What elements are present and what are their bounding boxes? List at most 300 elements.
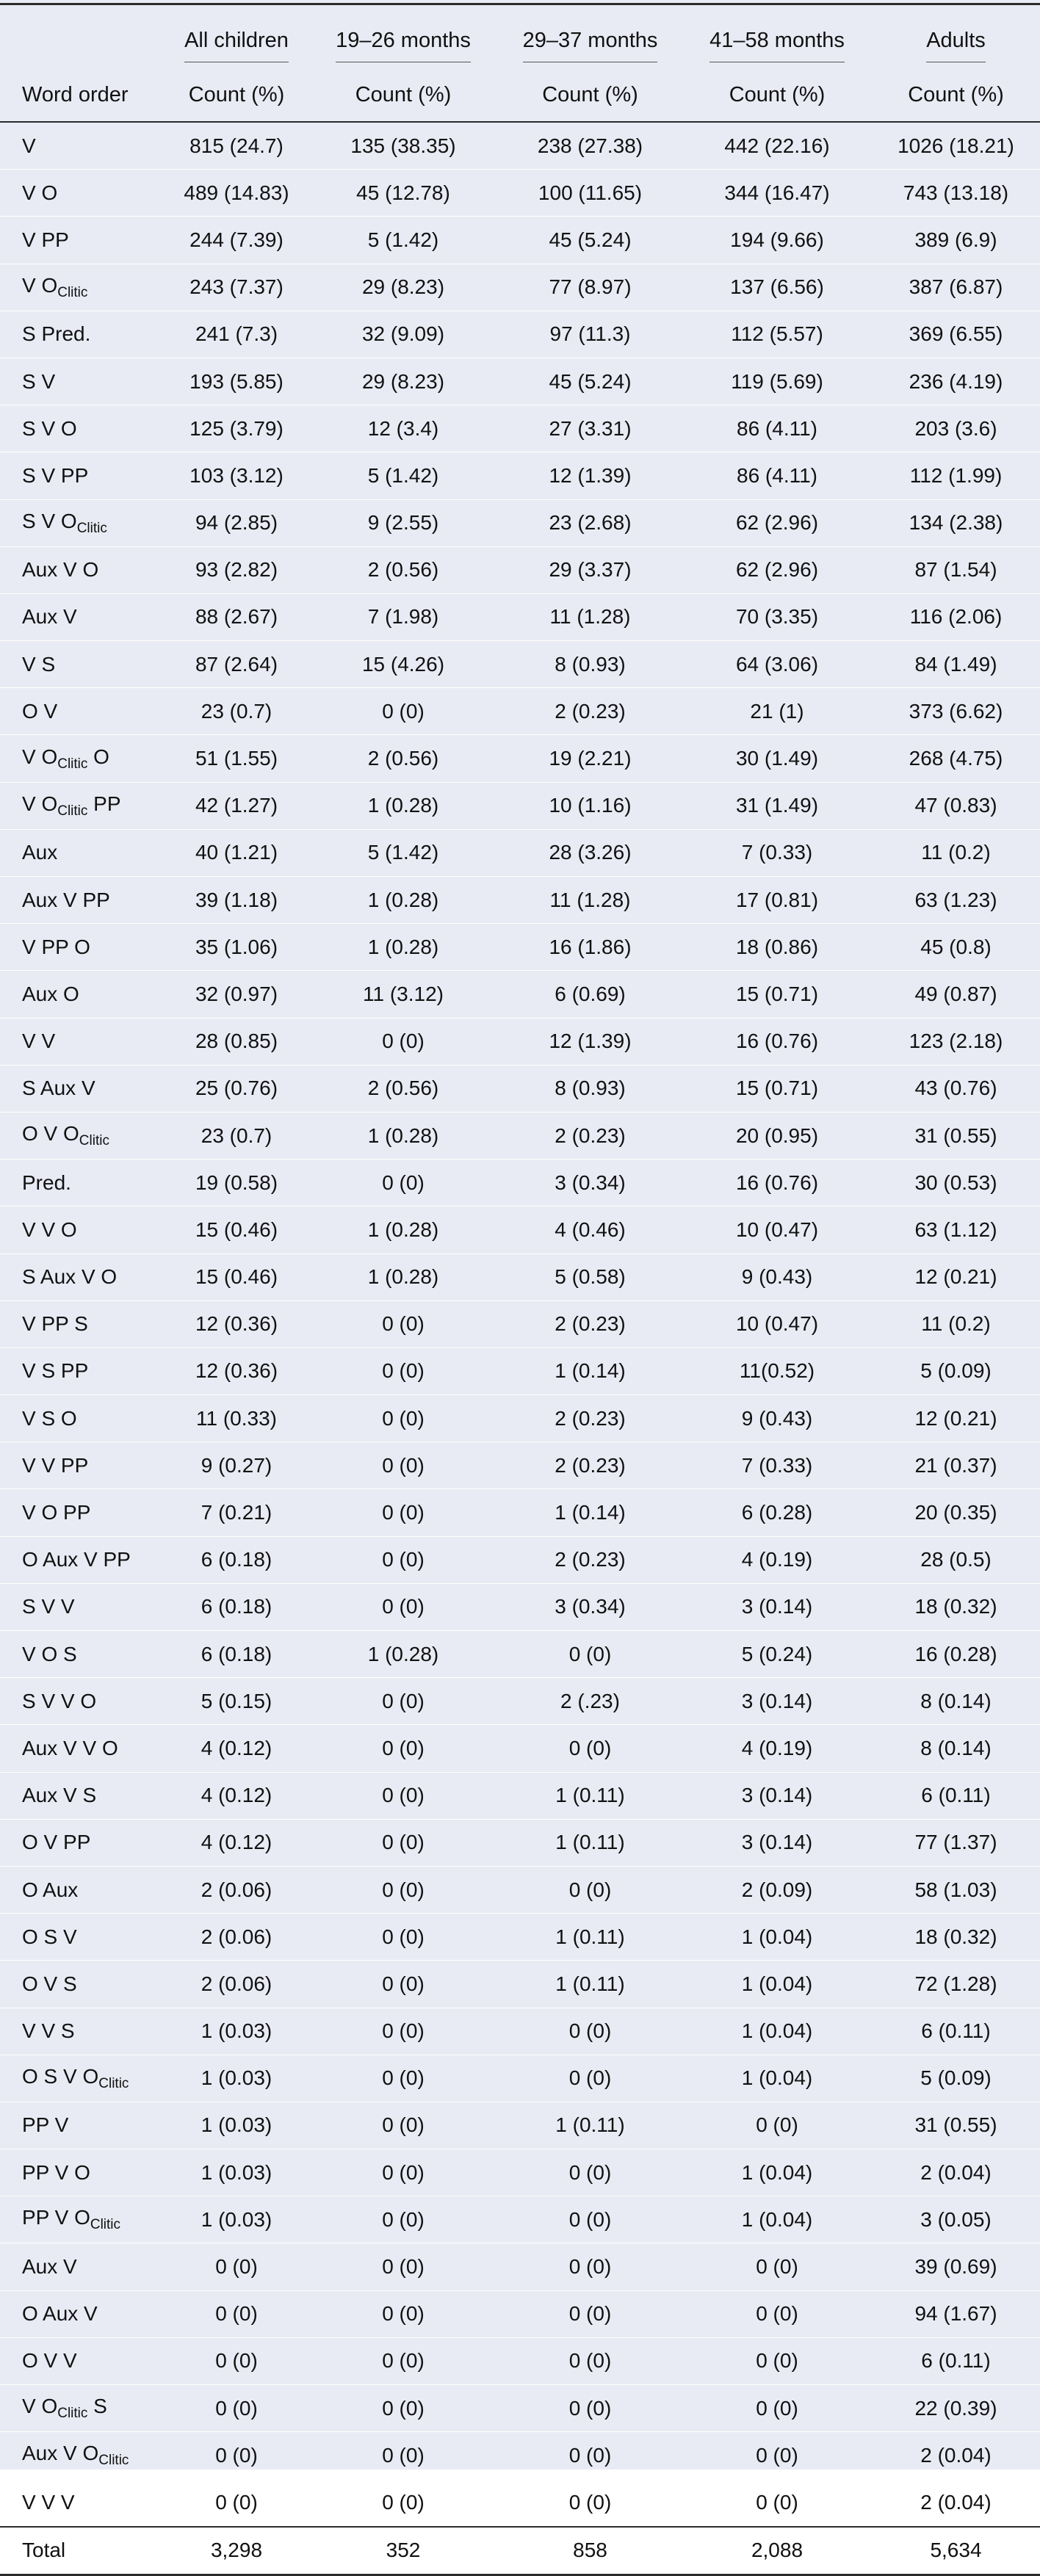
table-header: [0, 4, 1040, 123]
table-row: [0, 2102, 1040, 2149]
count-cell: 7 (0.21): [165, 1489, 308, 1536]
count-cell: 42 (1.27): [165, 782, 308, 829]
total-cell: 5,634: [872, 2527, 1040, 2575]
word-order-text: Aux: [22, 841, 58, 864]
count-cell: 11(0.52): [682, 1347, 872, 1394]
word-order-cell: [0, 2385, 165, 2432]
count-cell: 0 (0): [498, 2290, 682, 2337]
count-cell: 1 (0.04): [682, 2196, 872, 2243]
count-cell: 28 (0.5): [872, 1536, 1040, 1583]
count-cell: 1 (0.28): [308, 1112, 498, 1159]
count-cell: 1 (0.28): [308, 877, 498, 924]
count-cell: 12 (1.39): [498, 452, 682, 499]
count-cell: 0 (0): [165, 2243, 308, 2290]
count-cell: 2 (0.23): [498, 688, 682, 735]
count-cell: 2 (0.23): [498, 1300, 682, 1347]
count-cell: 6 (0.69): [498, 971, 682, 1018]
word-order-text: Aux V S: [22, 1784, 97, 1807]
count-cell: 1 (0.03): [165, 2196, 308, 2243]
table-row: [0, 1018, 1040, 1065]
count-cell: 1 (0.11): [498, 1914, 682, 1961]
word-order-cell: [0, 1583, 165, 1630]
count-cell: 0 (0): [165, 2432, 308, 2479]
count-cell: 15 (0.46): [165, 1253, 308, 1300]
count-cell: 7 (1.98): [308, 593, 498, 640]
count-cell: 30 (1.49): [682, 735, 872, 782]
word-order-text: O V PP: [22, 1831, 91, 1854]
count-cell: 18 (0.32): [872, 1583, 1040, 1630]
count-cell: 6 (0.18): [165, 1583, 308, 1630]
count-cell: 0 (0): [165, 2385, 308, 2432]
count-cell: 10 (0.47): [682, 1300, 872, 1347]
word-order-cell: [0, 1489, 165, 1536]
count-cell: 0 (0): [308, 1961, 498, 2008]
word-order-text: S V PP: [22, 463, 89, 487]
count-cell: 0 (0): [308, 1678, 498, 1725]
word-order-text: V O: [22, 273, 58, 297]
word-order-cell: [0, 1961, 165, 2008]
word-order-text: O V: [22, 699, 58, 723]
clitic-subscript: Clitic: [98, 2075, 129, 2091]
word-order-table: [0, 3, 1040, 2576]
count-cell: 1 (0.14): [498, 1489, 682, 1536]
word-order-cell: [0, 1112, 165, 1159]
word-order-cell: [0, 1631, 165, 1678]
word-order-text: V V S: [22, 2019, 75, 2043]
count-cell: 39 (1.18): [165, 877, 308, 924]
table-row: [0, 688, 1040, 735]
table-row: [0, 1678, 1040, 1725]
clitic-subscript: Clitic: [79, 1133, 109, 1149]
word-order-cell: [0, 924, 165, 971]
count-cell: 369 (6.55): [872, 311, 1040, 358]
word-order-cell: [0, 1725, 165, 1772]
count-cell: 9 (2.55): [308, 499, 498, 546]
word-order-text: S Aux V: [22, 1077, 95, 1100]
word-order-cell: [0, 170, 165, 217]
count-cell: 1 (0.28): [308, 924, 498, 971]
word-order-text: V S O: [22, 1406, 77, 1430]
count-cell: 0 (0): [498, 2479, 682, 2527]
table-row: [0, 2243, 1040, 2290]
count-cell: 21 (1): [682, 688, 872, 735]
word-order-cell: [0, 641, 165, 688]
table-row: [0, 2149, 1040, 2196]
count-cell: 8 (0.14): [872, 1678, 1040, 1725]
count-cell: 1 (0.04): [682, 1914, 872, 1961]
count-cell: 9 (0.43): [682, 1395, 872, 1442]
count-cell: 0 (0): [165, 2290, 308, 2337]
count-cell: 1 (0.11): [498, 2102, 682, 2149]
word-order-text: O Aux V PP: [22, 1548, 131, 1571]
count-cell: 2 (0.23): [498, 1536, 682, 1583]
table-row: [0, 1065, 1040, 1112]
count-cell: 389 (6.9): [872, 217, 1040, 264]
word-order-text: V V O: [22, 1218, 77, 1241]
table-row: [0, 2385, 1040, 2432]
count-cell: 19 (2.21): [498, 735, 682, 782]
table-row: [0, 2008, 1040, 2055]
total-cell: 352: [308, 2527, 498, 2575]
count-cell: 0 (0): [308, 1347, 498, 1394]
group-header-29-37: 29–37 months: [498, 4, 682, 69]
count-cell: 268 (4.75): [872, 735, 1040, 782]
word-order-cell: [0, 1866, 165, 1913]
word-order-text: O Aux: [22, 1878, 79, 1901]
word-order-text: V O: [22, 745, 58, 768]
word-order-cell: [0, 1914, 165, 1961]
table-row: [0, 2055, 1040, 2102]
count-cell: 0 (0): [308, 2290, 498, 2337]
table-row: [0, 1819, 1040, 1866]
total-label: Total: [0, 2527, 165, 2575]
table-row: [0, 2196, 1040, 2243]
count-cell: 0 (0): [308, 2102, 498, 2149]
count-cell: 5 (0.09): [872, 2055, 1040, 2102]
count-cell: 2 (0.06): [165, 1961, 308, 2008]
word-order-text: Aux V V O: [22, 1736, 118, 1759]
count-cell: 2 (0.06): [165, 1914, 308, 1961]
count-cell: 3 (0.14): [682, 1819, 872, 1866]
count-cell: 2 (0.09): [682, 1866, 872, 1913]
count-cell: 8 (0.14): [872, 1725, 1040, 1772]
count-cell: 3 (0.14): [682, 1583, 872, 1630]
word-order-text: Aux V: [22, 2255, 77, 2279]
total-cell: 3,298: [165, 2527, 308, 2575]
count-cell: 18 (0.32): [872, 1914, 1040, 1961]
count-cell: 1 (0.03): [165, 2149, 308, 2196]
table-row: [0, 1536, 1040, 1583]
count-cell: 28 (0.85): [165, 1018, 308, 1065]
count-cell: 489 (14.83): [165, 170, 308, 217]
count-cell: 1 (0.04): [682, 1961, 872, 2008]
count-cell: 1026 (18.21): [872, 122, 1040, 170]
table-row: [0, 170, 1040, 217]
count-cell: 51 (1.55): [165, 735, 308, 782]
word-order-cell: [0, 2055, 165, 2102]
word-order-cell: [0, 782, 165, 829]
count-cell: 20 (0.95): [682, 1112, 872, 1159]
count-cell: 6 (0.18): [165, 1631, 308, 1678]
count-cell: 84 (1.49): [872, 641, 1040, 688]
table-row: [0, 2290, 1040, 2337]
word-order-text: V S PP: [22, 1359, 89, 1383]
word-order-cell: [0, 829, 165, 876]
count-cell: 86 (4.11): [682, 405, 872, 452]
count-cell: 194 (9.66): [682, 217, 872, 264]
table-row: [0, 1442, 1040, 1489]
table-row: [0, 1772, 1040, 1819]
count-cell: 77 (1.37): [872, 1819, 1040, 1866]
group-header-19-26: 19–26 months: [308, 4, 498, 69]
count-cell: 4 (0.19): [682, 1725, 872, 1772]
count-cell: 6 (0.11): [872, 2008, 1040, 2055]
count-cell: 27 (3.31): [498, 405, 682, 452]
count-cell: 0 (0): [498, 1631, 682, 1678]
clitic-subscript: Clitic: [57, 2406, 88, 2422]
word-order-cell: [0, 735, 165, 782]
count-cell: 5 (1.42): [308, 217, 498, 264]
count-cell: 4 (0.46): [498, 1206, 682, 1253]
word-order-cell: [0, 688, 165, 735]
word-order-cell: [0, 1018, 165, 1065]
count-cell: 112 (5.57): [682, 311, 872, 358]
count-cell: 32 (0.97): [165, 971, 308, 1018]
count-cell: 0 (0): [308, 1018, 498, 1065]
column-header-row: [0, 68, 1040, 122]
count-cell: 47 (0.83): [872, 782, 1040, 829]
table-row: [0, 452, 1040, 499]
count-cell: 1 (0.04): [682, 2055, 872, 2102]
count-cell: 135 (38.35): [308, 122, 498, 170]
count-cell: 63 (1.23): [872, 877, 1040, 924]
clitic-subscript: Clitic: [57, 284, 88, 300]
count-cell: 5 (0.24): [682, 1631, 872, 1678]
count-cell: 123 (2.18): [872, 1018, 1040, 1065]
count-cell: 0 (0): [498, 2337, 682, 2384]
word-order-text: V V: [22, 1030, 56, 1053]
count-cell: 3 (0.14): [682, 1772, 872, 1819]
count-cell: 0 (0): [308, 1914, 498, 1961]
count-cell: 244 (7.39): [165, 217, 308, 264]
count-cell: 11 (1.28): [498, 877, 682, 924]
count-cell: 2 (0.23): [498, 1395, 682, 1442]
count-cell: 1 (0.28): [308, 1631, 498, 1678]
count-cell: 238 (27.38): [498, 122, 682, 170]
word-order-cell: [0, 1536, 165, 1583]
count-cell: 87 (1.54): [872, 546, 1040, 593]
count-cell: 134 (2.38): [872, 499, 1040, 546]
word-order-text: O V V: [22, 2349, 77, 2373]
word-order-cell: [0, 2008, 165, 2055]
table-row: [0, 217, 1040, 264]
count-cell: 8 (0.93): [498, 641, 682, 688]
word-order-text: S Pred.: [22, 322, 91, 346]
table-row: [0, 1206, 1040, 1253]
count-cell: 12 (0.21): [872, 1395, 1040, 1442]
count-cell: 45 (12.78): [308, 170, 498, 217]
word-order-cell: [0, 2479, 165, 2527]
count-cell: 11 (3.12): [308, 971, 498, 1018]
count-cell: 743 (13.18): [872, 170, 1040, 217]
count-cell: 12 (0.36): [165, 1300, 308, 1347]
table-row: [0, 1725, 1040, 1772]
word-order-cell: [0, 264, 165, 311]
word-order-cell: [0, 452, 165, 499]
count-cell: 0 (0): [682, 2102, 872, 2149]
table-row: [0, 593, 1040, 640]
word-order-cell: [0, 2432, 165, 2479]
count-cell: 0 (0): [308, 2008, 498, 2055]
word-order-cell: [0, 1772, 165, 1819]
count-cell: 0 (0): [498, 2008, 682, 2055]
count-cell: 49 (0.87): [872, 971, 1040, 1018]
word-order-text: V O: [22, 792, 58, 815]
group-header-41-58: 41–58 months: [682, 4, 872, 69]
table-row: [0, 1583, 1040, 1630]
count-cell: 112 (1.99): [872, 452, 1040, 499]
word-order-cell: [0, 1300, 165, 1347]
word-order-text: Aux O: [22, 982, 79, 1005]
count-cell: 15 (0.46): [165, 1206, 308, 1253]
count-cell: 1 (0.04): [682, 2149, 872, 2196]
count-cell: 2 (0.04): [872, 2432, 1040, 2479]
table-row: [0, 405, 1040, 452]
count-cell: 23 (0.7): [165, 1112, 308, 1159]
count-cell: 30 (0.53): [872, 1159, 1040, 1206]
word-order-text: V S: [22, 652, 56, 676]
count-cell: 15 (0.71): [682, 971, 872, 1018]
count-cell: 0 (0): [498, 2385, 682, 2432]
count-cell: 103 (3.12): [165, 452, 308, 499]
count-cell: 77 (8.97): [498, 264, 682, 311]
count-cell: 87 (2.64): [165, 641, 308, 688]
count-cell: 62 (2.96): [682, 546, 872, 593]
count-cell: 137 (6.56): [682, 264, 872, 311]
table-row: [0, 499, 1040, 546]
word-order-tail: S: [87, 2395, 107, 2418]
table-row: [0, 829, 1040, 876]
count-cell: 0 (0): [308, 1300, 498, 1347]
count-cell: 3 (0.14): [682, 1678, 872, 1725]
group-header-row: [0, 4, 1040, 69]
count-cell: 5 (0.15): [165, 1678, 308, 1725]
count-cell: 5 (0.58): [498, 1253, 682, 1300]
word-order-text: Aux V PP: [22, 888, 110, 911]
word-order-text: Aux V O: [22, 558, 99, 582]
count-cell: 35 (1.06): [165, 924, 308, 971]
count-cell: 0 (0): [308, 1866, 498, 1913]
word-order-cell: [0, 593, 165, 640]
total-cell: 858: [498, 2527, 682, 2575]
count-cell: 10 (1.16): [498, 782, 682, 829]
count-cell: 100 (11.65): [498, 170, 682, 217]
count-cell: 31 (0.55): [872, 1112, 1040, 1159]
count-cell: 45 (5.24): [498, 358, 682, 405]
count-cell: 0 (0): [308, 1819, 498, 1866]
word-order-text: V O PP: [22, 1501, 91, 1524]
count-cell: 236 (4.19): [872, 358, 1040, 405]
count-cell: 442 (22.16): [682, 122, 872, 170]
count-cell: 15 (4.26): [308, 641, 498, 688]
count-cell: 1 (0.28): [308, 1253, 498, 1300]
count-cell: 2 (.23): [498, 1678, 682, 1725]
count-cell: 0 (0): [308, 2432, 498, 2479]
count-cell: 6 (0.11): [872, 1772, 1040, 1819]
count-cell: 88 (2.67): [165, 593, 308, 640]
word-order-header: Word order: [22, 82, 129, 106]
count-cell: 11 (0.2): [872, 829, 1040, 876]
count-cell: 62 (2.96): [682, 499, 872, 546]
count-cell: 0 (0): [308, 1159, 498, 1206]
word-order-cell: [0, 2337, 165, 2384]
count-cell: 125 (3.79): [165, 405, 308, 452]
word-order-cell: [0, 1347, 165, 1394]
count-cell: 0 (0): [308, 1536, 498, 1583]
word-order-text: O S V: [22, 1925, 77, 1948]
table-row: [0, 546, 1040, 593]
count-cell: 1 (0.04): [682, 2008, 872, 2055]
count-cell: 23 (2.68): [498, 499, 682, 546]
count-cell: 119 (5.69): [682, 358, 872, 405]
count-cell: 0 (0): [682, 2385, 872, 2432]
word-order-cell: [0, 499, 165, 546]
word-order-text: O Aux V: [22, 2302, 98, 2326]
count-cell: 40 (1.21): [165, 829, 308, 876]
word-order-cell: [0, 971, 165, 1018]
count-cell: 0 (0): [308, 1489, 498, 1536]
count-cell: 23 (0.7): [165, 688, 308, 735]
count-cell: 344 (16.47): [682, 170, 872, 217]
count-cell: 193 (5.85): [165, 358, 308, 405]
count-cell: 0 (0): [498, 1866, 682, 1913]
table-row: [0, 358, 1040, 405]
count-cell: 29 (3.37): [498, 546, 682, 593]
count-cell: 0 (0): [308, 1725, 498, 1772]
table-row: [0, 1253, 1040, 1300]
total-cell: 2,088: [682, 2527, 872, 2575]
word-order-cell: [0, 546, 165, 593]
count-cell: 16 (0.28): [872, 1631, 1040, 1678]
clitic-subscript: Clitic: [90, 2217, 121, 2233]
count-cell: 58 (1.03): [872, 1866, 1040, 1913]
table-row: [0, 1159, 1040, 1206]
count-cell: 0 (0): [165, 2337, 308, 2384]
count-cell: 64 (3.06): [682, 641, 872, 688]
count-header: Count (%): [729, 82, 826, 106]
count-cell: 11 (0.33): [165, 1395, 308, 1442]
word-order-text: V O: [22, 181, 58, 204]
count-cell: 9 (0.43): [682, 1253, 872, 1300]
word-order-cell: [0, 311, 165, 358]
count-cell: 241 (7.3): [165, 311, 308, 358]
count-cell: 1 (0.28): [308, 782, 498, 829]
word-order-text: PP V O: [22, 2206, 90, 2229]
count-cell: 2 (0.23): [498, 1112, 682, 1159]
count-cell: 0 (0): [308, 2385, 498, 2432]
word-order-text: S V V O: [22, 1689, 97, 1712]
word-order-cell: [0, 2290, 165, 2337]
count-cell: 43 (0.76): [872, 1065, 1040, 1112]
word-order-cell: [0, 1206, 165, 1253]
count-cell: 31 (1.49): [682, 782, 872, 829]
count-cell: 0 (0): [682, 2243, 872, 2290]
count-cell: 4 (0.12): [165, 1819, 308, 1866]
count-cell: 0 (0): [308, 2196, 498, 2243]
count-cell: 12 (0.21): [872, 1253, 1040, 1300]
count-cell: 1 (0.03): [165, 2102, 308, 2149]
count-cell: 72 (1.28): [872, 1961, 1040, 2008]
count-header: Count (%): [355, 82, 452, 106]
count-cell: 10 (0.47): [682, 1206, 872, 1253]
word-order-text: Pred.: [22, 1171, 71, 1194]
count-cell: 5 (0.09): [872, 1347, 1040, 1394]
word-order-text: V V PP: [22, 1453, 89, 1477]
count-cell: 0 (0): [498, 2149, 682, 2196]
word-order-text: V O S: [22, 1642, 77, 1665]
count-cell: 2 (0.04): [872, 2479, 1040, 2527]
word-order-cell: [0, 1065, 165, 1112]
count-cell: 11 (1.28): [498, 593, 682, 640]
count-cell: 0 (0): [682, 2290, 872, 2337]
count-cell: 0 (0): [308, 1772, 498, 1819]
word-order-text: S V V: [22, 1595, 75, 1618]
count-cell: 9 (0.27): [165, 1442, 308, 1489]
count-cell: 2 (0.23): [498, 1442, 682, 1489]
table-row: [0, 311, 1040, 358]
word-order-cell: [0, 1819, 165, 1866]
count-cell: 6 (0.28): [682, 1489, 872, 1536]
